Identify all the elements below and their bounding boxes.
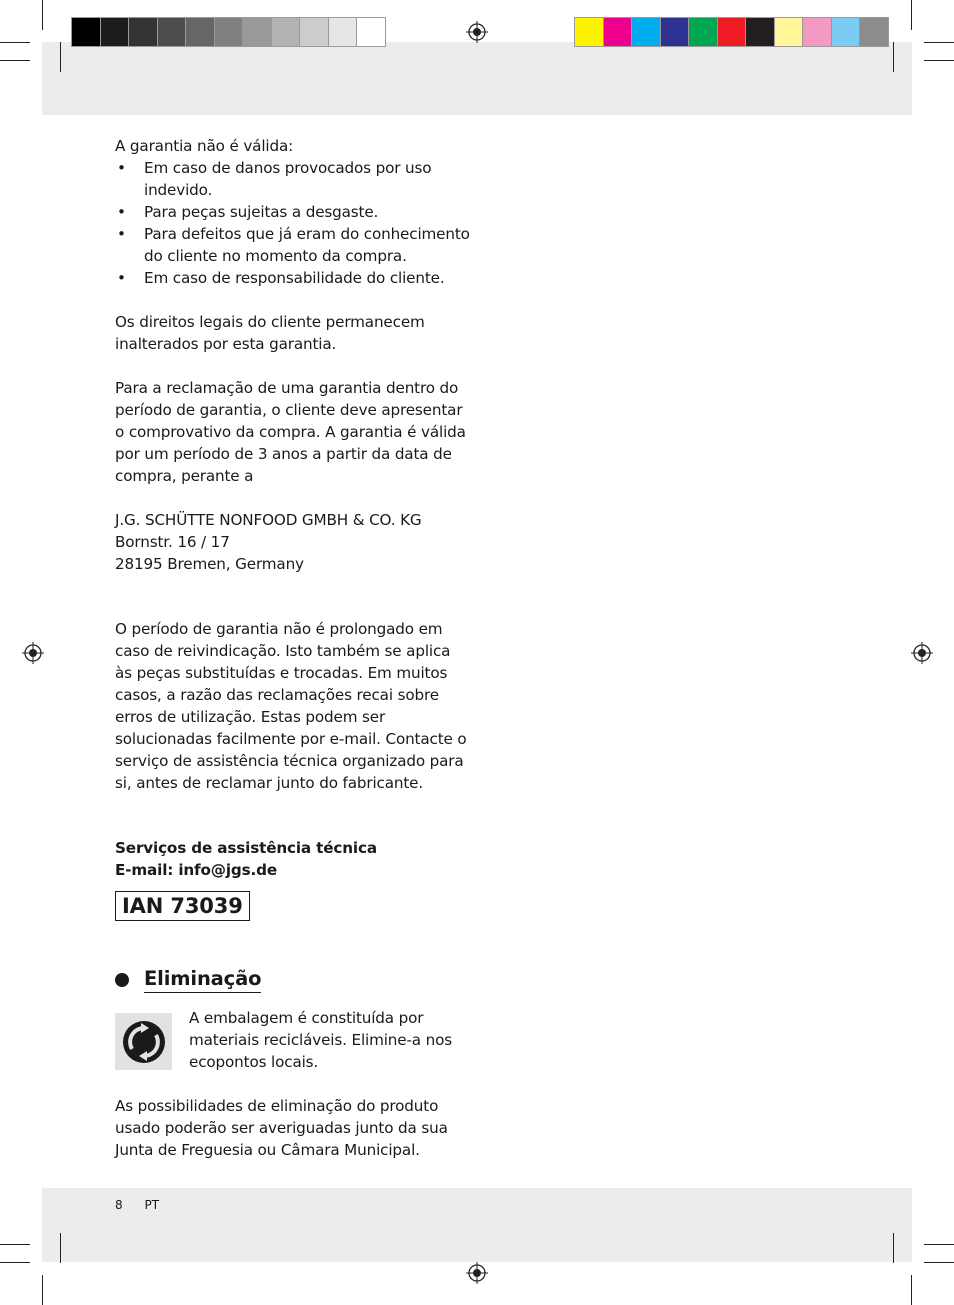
process-color-swatch <box>631 17 661 47</box>
list-item: • Em caso de danos provocados por uso indevido. <box>115 157 470 201</box>
process-color-swatch <box>574 17 604 47</box>
legal-rights-paragraph: Os direitos legais do cliente permanecem inalterados por esta garantia. <box>115 313 425 353</box>
list-item: • Em caso de responsabilidade do cliente. <box>115 267 470 289</box>
section-heading-disposal <box>115 967 470 993</box>
grayscale-swatch <box>271 17 301 47</box>
page-number: 8 <box>115 1198 123 1212</box>
process-color-swatch <box>831 17 861 47</box>
process-color-swatch <box>802 17 832 47</box>
service-email: E-mail: info@jgs.de <box>115 861 277 879</box>
grayscale-swatch <box>100 17 130 47</box>
grayscale-swatch <box>242 17 272 47</box>
section-title: Eliminação <box>144 967 261 993</box>
grayscale-swatch <box>128 17 158 47</box>
grayscale-swatch <box>299 17 329 47</box>
language-code: PT <box>144 1198 160 1212</box>
company-street: Bornstr. 16 / 17 <box>115 533 230 551</box>
crop-mark <box>0 1262 30 1263</box>
crop-mark <box>893 42 894 72</box>
company-name: J.G. SCHÜTTE NONFOOD GMBH & CO. KG <box>115 511 422 529</box>
registration-mark-icon <box>22 642 44 664</box>
warranty-exclusions-list <box>115 157 470 289</box>
registration-mark-icon <box>466 21 488 43</box>
grayscale-color-bar <box>72 17 386 47</box>
registration-mark-icon <box>911 642 933 664</box>
crop-mark <box>893 1233 894 1263</box>
company-city: 28195 Bremen, Germany <box>115 555 304 573</box>
claim-paragraph: Para a reclamação de uma garantia dentro do período de garantia, o cliente deve apresentar o comprovativo da compra. A garantia é válida por um período de 3 anos a partir da data de compra, perante a <box>115 379 466 485</box>
process-color-bar <box>575 17 889 47</box>
recycling-icon <box>115 1013 172 1070</box>
service-title: Serviços de assistência técnica <box>115 839 377 857</box>
crop-mark <box>0 1244 30 1245</box>
crop-mark <box>911 0 912 30</box>
crop-mark <box>911 1275 912 1305</box>
ian-badge: IAN 73039 <box>115 891 250 921</box>
grayscale-swatch <box>214 17 244 47</box>
content-column <box>115 135 470 1161</box>
process-color-swatch <box>688 17 718 47</box>
green-dot-recycling-icon <box>121 1019 167 1065</box>
packaging-block <box>115 1007 470 1073</box>
process-color-swatch <box>660 17 690 47</box>
process-color-swatch <box>745 17 775 47</box>
crop-mark <box>0 60 30 61</box>
process-color-swatch <box>603 17 633 47</box>
grayscale-swatch <box>328 17 358 47</box>
crop-mark <box>42 0 43 30</box>
crop-mark <box>924 1244 954 1245</box>
grayscale-swatch <box>356 17 386 47</box>
grayscale-swatch <box>71 17 101 47</box>
crop-mark <box>924 60 954 61</box>
bullet-dot-icon <box>115 973 129 987</box>
process-color-swatch <box>859 17 889 47</box>
crop-mark <box>924 1262 954 1263</box>
process-color-swatch <box>774 17 804 47</box>
warranty-period-paragraph: O período de garantia não é prolongado em caso de reivindicação. Isto também se aplica às peças substituídas e trocadas. Em muitos casos, a razão das reclamações recai sobre erros de utilização. Estas podem ser solucionadas facilmente por e-mail. Contacte o serviço de assistência técnica organizado para si, antes de reclamar junto do fabricante. <box>115 620 467 792</box>
list-item: • Para defeitos que já eram do conhecimento do cliente no momento da compra. <box>115 223 470 267</box>
registration-mark-icon <box>466 1262 488 1284</box>
page-footer <box>115 1198 177 1212</box>
crop-mark <box>42 1275 43 1305</box>
grayscale-swatch <box>185 17 215 47</box>
header-band <box>42 42 912 115</box>
process-color-swatch <box>717 17 747 47</box>
list-item: • Para peças sujeitas a desgaste. <box>115 201 470 223</box>
product-disposal-text: As possibilidades de eliminação do produto usado poderão ser averiguadas junto da sua Junta de Freguesia ou Câmara Municipal. <box>115 1097 448 1159</box>
crop-mark <box>60 42 61 72</box>
crop-mark <box>924 42 954 43</box>
packaging-text: A embalagem é constituída por materiais recicláveis. Elimine-a nos ecopontos locais. <box>189 1009 453 1071</box>
crop-mark <box>60 1233 61 1263</box>
warranty-intro: A garantia não é válida: <box>115 137 294 155</box>
grayscale-swatch <box>157 17 187 47</box>
crop-mark <box>0 42 30 43</box>
